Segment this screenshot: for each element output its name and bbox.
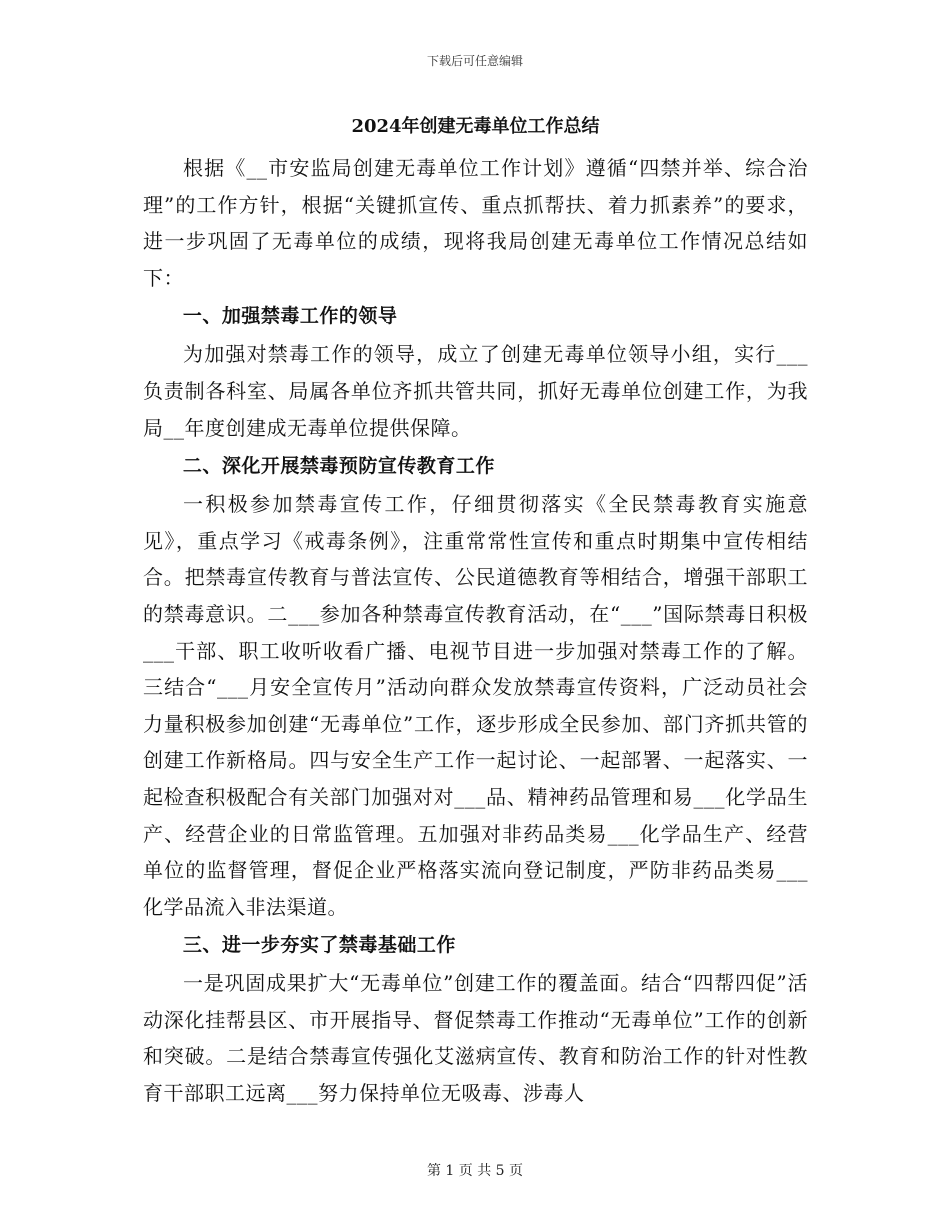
intro-paragraph: 根据《__市安监局创建无毒单位工作计划》遵循“四禁并举、综合治理”的工作方针，根据“关键抓宣传、重点抓帮扶、着力抓素养”的要求，进一步巩固了无毒单位的成绩，现将我局创建无毒单位工作情况总结如下： (143, 156, 808, 290)
section-heading-3: 三、进一步夯实了禁毒基础工作 (182, 934, 456, 957)
section-heading-1: 一、加强禁毒工作的领导 (182, 305, 398, 328)
page-number: 第 1 页 共 5 页 (426, 1163, 524, 1179)
document-title: 2024年创建无毒单位工作总结 (351, 116, 600, 137)
section-body-3: 一是巩固成果扩大“无毒单位”创建工作的覆盖面。结合“四帮四促”活动深化挂帮县区、市开展指导、督促禁毒工作推动“无毒单位”工作的创新和突破。二是结合禁毒宣传强化艾滋病宣传、教育和防治工作的针对性教育干部职工远离___努力保持单位无吸毒、涉毒人 (143, 971, 808, 1106)
section-body-1: 为加强对禁毒工作的领导，成立了创建无毒单位领导小组，实行___负责制各科室、局属各单位齐抓共管共同，抓好无毒单位创建工作，为我局__年度创建成无毒单位提供保障。 (143, 342, 808, 440)
document-body (143, 110, 808, 1112)
section-body-2: 一积极参加禁毒宣传工作，仔细贯彻落实《全民禁毒教育实施意见》，重点学习《戒毒条例》，注重常常性宣传和重点时期集中宣传相结合。把禁毒宣传教育与普法宣传、公民道德教育等相结合，增强干部职工的禁毒意识。二___参加各种禁毒宣传教育活动，在“___”国际禁毒日积极___干部、职工收听收看广播、电视节目进一步加强对禁毒工作的了解。三结合“___月安全宣传月”活动向群众发放禁毒宣传资料，广泛动员社会力量积极参加创建“无毒单位”工作，逐步形成全民参加、部门齐抓共管的创建工作新格局。四与安全生产工作一起讨论、一起部署、一起落实、一起检查积极配合有关部门加强对对___品、精神药品管理和易___化学品生产、经营企业的日常监管理。五加强对非药品类易___化学品生产、经营单位的监督管理，督促企业严格落实流向登记制度，严防非药品类易___化学品流入非法渠道。 (143, 492, 808, 919)
page-header-note: 下载后可任意编辑 (426, 54, 523, 68)
section-heading-2: 二、深化开展禁毒预防宣传教育工作 (182, 455, 495, 478)
